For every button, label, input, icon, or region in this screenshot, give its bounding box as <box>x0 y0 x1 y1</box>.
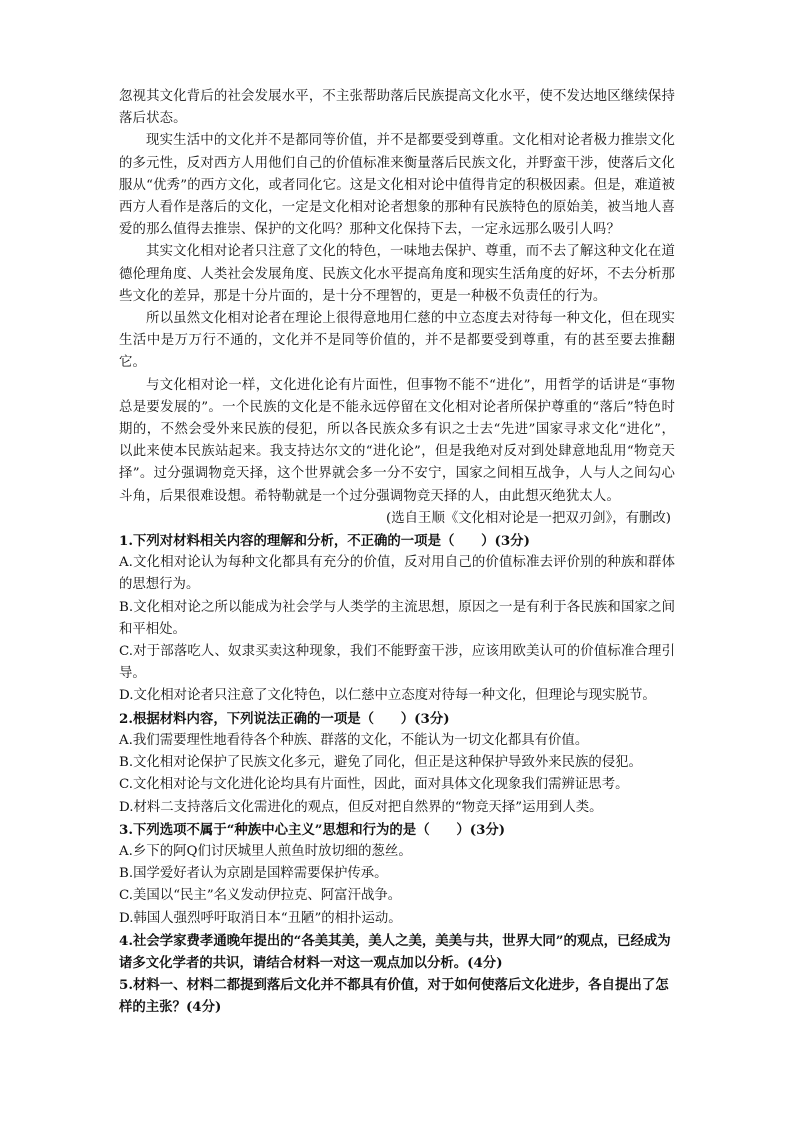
option-d: D.材料二支持落后文化需进化的观点，但反对把自然界的“物竞天择”运用到人类。 <box>119 799 603 815</box>
document-page <box>119 86 675 1019</box>
question-1 <box>119 530 675 708</box>
source-citation: (选自王顺《文化相对论是一把双刃剑》，有删改) <box>386 510 671 526</box>
option-b: B.文化相对论之所以能成为社会学与人类学的主流思想，原因之一是有利于各民族和国家之间和平相处。 <box>119 599 675 637</box>
question-stem: 4.社会学家费孝通晚年提出的“各美其美，美人之美，美美与共，世界大同”的观点，已经成为诸多文化学者的共识，请结合材料一对这一观点加以分析。(4分) <box>119 932 671 971</box>
passage-paragraph-2: 现实生活中的文化并不是都同等价值，并不是都要受到尊重。文化相对论者极力推崇文化的多元性，反对西方人用他们自己的价值标准来衡量落后民族文化，并野蛮干涉，使落后文化服从“优秀”的西方文化，或者同化它。这是文化相对论中值得肯定的积极因素。但是，难道被西方人看作是落后的文化，一定是文化相对论者想象的那种有民族特色的原始美，被当地人喜爱的那么值得去推崇、保护的文化吗？那种文化保持下去，一定永远那么吸引人吗？ <box>119 133 675 238</box>
option-a: A.我们需要理性地看待各个种族、群落的文化，不能认为一切文化都具有价值。 <box>119 732 589 748</box>
passage-paragraph-1: 忽视其文化背后的社会发展水平，不主张帮助落后民族提高文化水平，使不发达地区继续保持落后状态。 <box>119 89 675 127</box>
option-a: A.乡下的阿Q们讨厌城里人煎鱼时放切细的葱丝。 <box>119 843 412 859</box>
passage-paragraph-3: 其实文化相对论者只注意了文化的特色，一味地去保护、尊重，而不去了解这种文化在道德伦理角度、人类社会发展角度、民族文化水平提高角度和现实生活角度的好坏，不去分析那些文化的差异，那是十分片面的，是十分不理智的，更是一种极不负责任的行为。 <box>119 244 675 304</box>
question-2 <box>119 708 675 819</box>
option-b: B.国学爱好者认为京剧是国粹需要保护传承。 <box>119 866 388 882</box>
question-3 <box>119 819 675 930</box>
question-5 <box>119 974 675 1018</box>
question-4 <box>119 930 675 974</box>
option-a: A.文化相对论认为每种文化都具有充分的价值，反对用自己的价值标准去评价别的种族和群体的思想行为。 <box>119 555 675 593</box>
option-d: D.韩国人强烈呼吁取消日本“丑陋”的相扑运动。 <box>119 910 402 926</box>
question-stem: 3.下列选项不属于“种族中心主义”思想和行为的是（ ）(3分) <box>119 821 506 838</box>
passage-paragraph-4: 所以虽然文化相对论者在理论上很得意地用仁慈的中立态度去对待每一种文化，但在现实生活中是万万行不通的，文化并不是同等价值的，并不是都要受到尊重，有的甚至要去推翻它。 <box>119 311 675 371</box>
option-c: C.对于部落吃人、奴隶买卖这种现象，我们不能野蛮干涉，应该用欧美认可的价值标准合理引导。 <box>119 644 675 682</box>
question-stem: 2.根据材料内容，下列说法正确的一项是（ ）(3分) <box>119 710 450 727</box>
option-c: C.美国以“民主”名义发动伊拉克、阿富汗战争。 <box>119 888 402 904</box>
option-c: C.文化相对论与文化进化论均具有片面性，因此，面对具体文化现象我们需辨证思考。 <box>119 777 629 793</box>
question-stem: 5.材料一、材料二都提到落后文化并不都具有价值，对于如何使落后文化进步，各自提出了怎样的主张？(4分) <box>119 977 669 1016</box>
option-d: D.文化相对论者只注意了文化特色，以仁慈中立态度对待每一种文化，但理论与现实脱节。 <box>119 688 656 704</box>
option-b: B.文化相对论保护了民族文化多元，避免了同化，但正是这种保护导致外来民族的侵犯。 <box>119 755 642 771</box>
passage-paragraph-5: 与文化相对论一样，文化进化论有片面性，但事物不能不“进化”，用哲学的话讲是“事物总是要发展的”。一个民族的文化是不能永远停留在文化相对论者所保护尊重的“落后”特色时期的，不然会受外来民族的侵犯，所以各民族众多有识之士去“先进”国家寻求文化“进化”，以此来使本民族站起来。我支持达尔文的“进化论”，但是我绝对反对到处肆意地乱用“物竞天择”。过分强调物竞天择，这个世界就会多一分不安宁，国家之间相互战争，人与人之间勾心斗角，后果很难设想。希特勒就是一个过分强调物竞天择的人，由此想灭绝犹太人。 <box>119 377 675 504</box>
question-stem: 1.下列对材料相关内容的理解和分析，不正确的一项是（ ）(3分) <box>119 533 530 550</box>
